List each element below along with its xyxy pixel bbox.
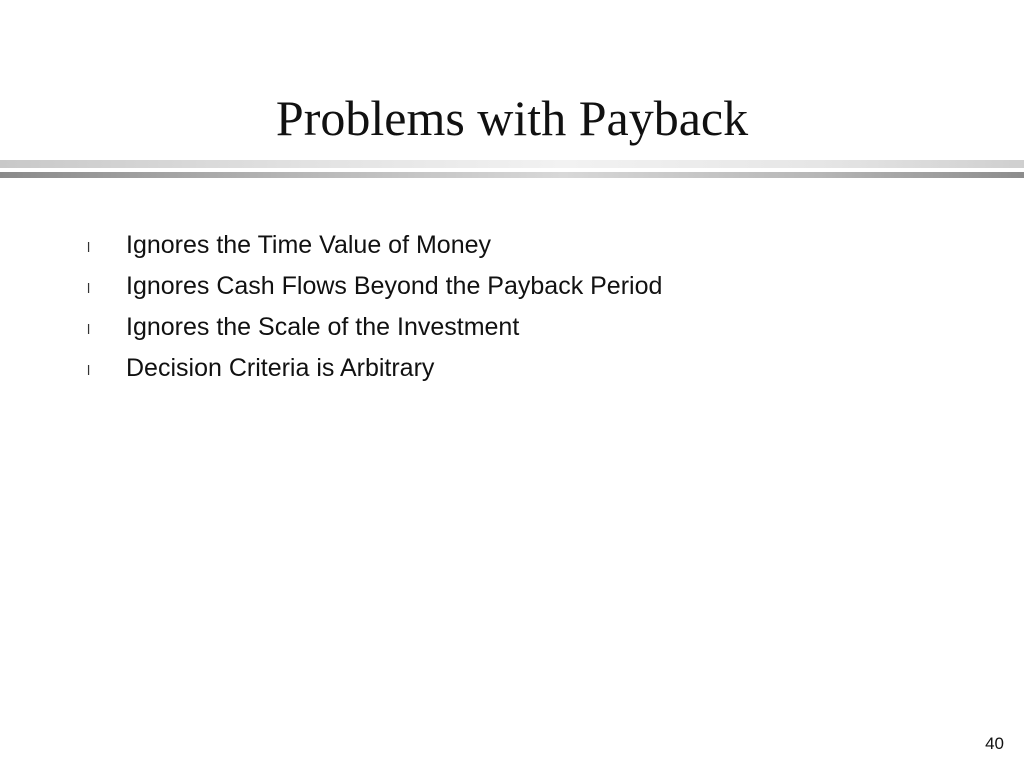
page-number: 40 xyxy=(985,734,1004,753)
bullet-text: Ignores Cash Flows Beyond the Payback Period xyxy=(126,272,663,300)
bullet-icon: l xyxy=(87,321,91,337)
bullet-text: Ignores the Time Value of Money xyxy=(126,231,492,259)
list-item xyxy=(0,349,1024,390)
list-item xyxy=(0,308,1024,349)
slide-title: Problems with Payback xyxy=(275,90,749,146)
title-divider-dark xyxy=(0,172,1024,178)
list-item xyxy=(0,267,1024,308)
bullet-icon: l xyxy=(87,280,91,296)
bullet-text: Decision Criteria is Arbitrary xyxy=(126,354,435,382)
bullet-list xyxy=(0,226,1024,390)
title-divider-light xyxy=(0,160,1024,168)
bullet-icon: l xyxy=(87,239,91,255)
list-item xyxy=(0,226,1024,267)
bullet-text: Ignores the Scale of the Investment xyxy=(126,313,520,341)
bullet-icon: l xyxy=(87,362,91,378)
